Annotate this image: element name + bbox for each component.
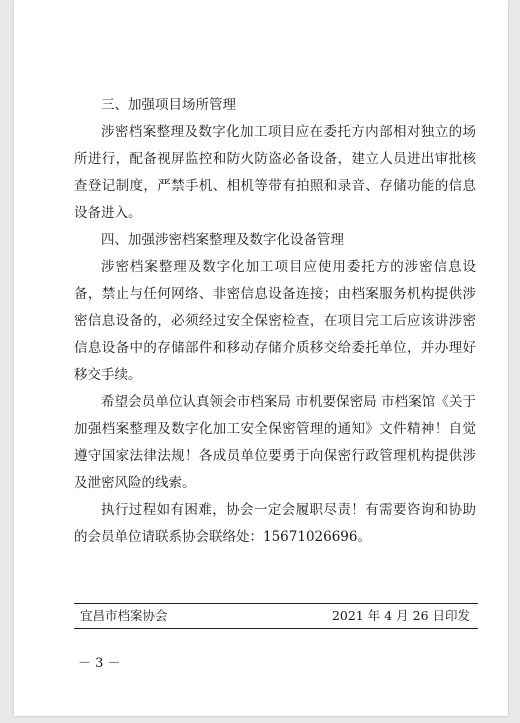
section-paragraph-4: 涉密档案整理及数字化加工项目应使用委托方的涉密信息设备，禁止与任何网络、非密信息设备连接；由档案服务机构提供涉密信息设备的，必须经过安全保密检查，在项目完工后应该讲涉密信息设备中的存储部件和移动存储介质移交给委托单位，并办理好移交手续。 bbox=[74, 259, 476, 383]
footer-issue-date: 2021 年 4 月 26 日印发 bbox=[331, 608, 470, 623]
page-number: － 3 － bbox=[78, 656, 121, 671]
section-heading-4: 四、加强涉密档案整理及数字化设备管理 bbox=[101, 232, 344, 248]
document-body bbox=[74, 92, 476, 551]
footer-bottom-rule bbox=[74, 628, 478, 629]
footer-issuer: 宜昌市档案协会 bbox=[80, 608, 168, 623]
section-paragraph-3: 涉密档案整理及数字化加工项目应在委托方内部相对独立的场所进行，配备视屏监控和防火防盗必备设备，建立人员进出审批核查登记制度，严禁手机、相机等带有拍照和录音、存储功能的信息设备进入。 bbox=[74, 124, 476, 221]
document-page bbox=[14, 0, 508, 716]
section-heading-3: 三、加强项目场所管理 bbox=[101, 97, 236, 113]
closing-paragraph-contact: 执行过程如有困难，协会一定会履职尽责！有需要咨询和协助的会员单位请联系协会联络处：15671026696。 bbox=[74, 502, 476, 545]
footer-top-rule bbox=[74, 603, 478, 604]
footer-row bbox=[80, 605, 470, 627]
closing-paragraph-notice: 希望会员单位认真领会市档案局 市机要保密局 市档案馆《关于加强档案整理及数字化加工安全保密管理的通知》文件精神！自觉遵守国家法律法规！各成员单位要勇于向保密行政管理机构提供涉及泄密风险的线索。 bbox=[74, 394, 476, 491]
